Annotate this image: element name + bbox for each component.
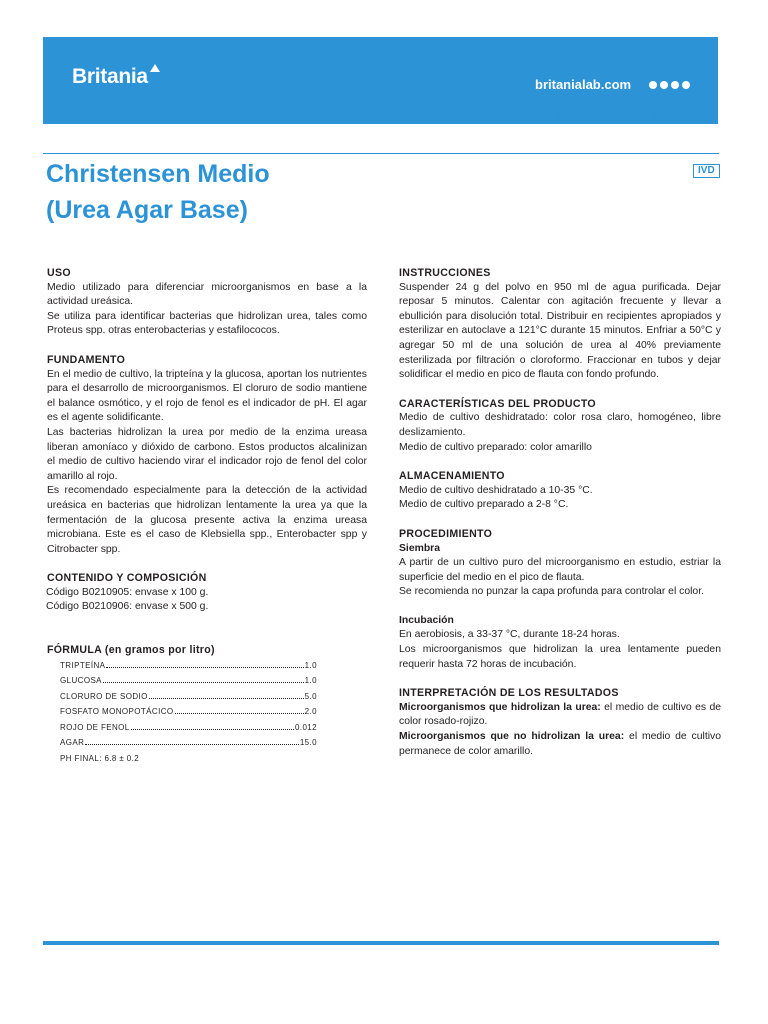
ingredient-value: 0.012 — [294, 722, 317, 732]
result-positive — [399, 701, 721, 730]
ingredient-name: GLUCOSA — [60, 676, 102, 686]
ref-code: B0210906 — [652, 110, 704, 123]
ref-label: REF — [619, 109, 649, 124]
formula-row — [60, 689, 317, 705]
formula-row — [60, 704, 317, 720]
formula-row — [60, 735, 317, 751]
formula-row — [60, 673, 317, 689]
ivd-badge: IVD — [693, 164, 720, 178]
bottom-divider — [43, 941, 719, 945]
youtube-icon[interactable] — [671, 81, 679, 89]
ref-code: B0210905 — [555, 110, 606, 123]
formula-list — [60, 658, 367, 767]
ingredient-value: 1.0 — [304, 676, 317, 686]
right-column — [399, 266, 721, 759]
section-heading: CARACTERÍSTICAS DEL PRODUCTO — [399, 397, 596, 410]
siembra-text: A partir de un cultivo puro del microorganismo en estudio, estriar la superficie del medio en el pico de flauta. — [399, 557, 721, 583]
result-label: Microorganismos que no hidrolizan la urea: — [399, 731, 625, 743]
incubacion-text: Los microorganismos que hidrolizan la urea lentamente pueden requerir hasta 72 horas de incubación. — [399, 644, 721, 670]
fundamento-text: Es recomendado especialmente para la detección de la actividad ureásica en bacterias que hidrolizan lentamente la urea ya que la fermentación de la glucosa presente activa la enzima ureasa microbiana. Este es el caso de Klebsiella spp., Enterobacter spp y Citrobacter spp. — [47, 485, 367, 555]
result-label: Microorganismos que hidrolizan la urea: — [399, 701, 601, 713]
almacenamiento-text: Medio de cultivo deshidratado a 10-35 °C. — [399, 484, 593, 496]
ingredient-name: AGAR — [60, 738, 85, 748]
linkedin-icon[interactable] — [682, 81, 690, 89]
section-heading: PROCEDIMIENTO — [399, 527, 493, 540]
ref-codes — [521, 109, 717, 124]
subheading: Siembra — [399, 542, 441, 554]
ingredient-value: 5.0 — [304, 691, 317, 701]
ref-label: REF — [521, 109, 551, 124]
siembra-text: Se recomienda no punzar la capa profunda para controlar el color. — [399, 586, 704, 598]
title-line-2: (Urea Agar Base) — [46, 196, 248, 224]
page-title — [46, 156, 270, 228]
section-heading: INTERPRETACIÓN DE LOS RESULTADOS — [399, 687, 619, 700]
ingredient-value: 2.0 — [304, 707, 317, 717]
ingredient-name: FOSFATO MONOPOTÁCICO — [60, 707, 174, 717]
logo-triangle-icon — [150, 64, 160, 72]
ph-final: PH FINAL: 6.8 ± 0.2 — [60, 753, 140, 763]
ingredient-value: 1.0 — [304, 660, 317, 670]
website-link[interactable]: britanialab.com — [535, 77, 632, 92]
social-icons — [649, 81, 690, 89]
section-heading: USO — [47, 267, 71, 279]
ingredient-value: 15.0 — [299, 738, 317, 748]
section-heading: FUNDAMENTO — [47, 353, 126, 366]
ingredient-name: CLORURO DE SODIO — [60, 691, 148, 701]
fundamento-text: En el medio de cultivo, la tripteína y la glucosa, aportan los nutrientes para el desarrollo de microorganismos. El cloruro de sodio mantiene el balance osmótico, y el rojo de fenol es el indicador de pH. El agar es el agente solidificante. — [47, 368, 367, 424]
caracteristicas-text: Medio de cultivo preparado: color amarillo — [399, 441, 592, 453]
brand-logo — [72, 65, 148, 89]
almacenamiento-text: Medio de cultivo preparado a 2-8 °C. — [399, 499, 569, 511]
ingredient-name: TRIPTEÍNA — [60, 660, 106, 670]
uso-text: Se utiliza para identificar bacterias que hidrolizan urea, tales como Proteus spp. otras enterobacterias y estafilococos. — [47, 310, 367, 337]
brand-name: Britania — [72, 65, 148, 88]
result-text: el medio de cultivo permanece de color amarillo. — [399, 731, 721, 757]
instrucciones-text: Suspender 24 g del polvo en 950 ml de agua purificada. Dejar reposar 5 minutos. Calentar con agitación frecuente y llevar a ebullición para disolución total. Distribuir en recipientes apropiados y esterilizar en autoclave a 121°C durante 15 minutos. Enfriar a 50°C y agregar 50 ml de una solución de urea al 40% previamente esterilizada por filtración o cloroformo. Fraccionar en tubos y dejar solidificar el medio en pico de flauta con fondo profundo. — [399, 281, 721, 381]
section-heading: CONTENIDO Y COMPOSICIÓN — [47, 572, 207, 585]
section-heading: INSTRUCCIONES — [399, 267, 491, 279]
product-code: Código B0210905: envase x 100 g. — [46, 586, 209, 598]
formula-row — [60, 658, 317, 674]
instagram-icon[interactable] — [660, 81, 668, 89]
top-divider — [43, 153, 719, 154]
facebook-icon[interactable] — [649, 81, 657, 89]
result-negative — [399, 730, 721, 759]
formula-row — [60, 720, 317, 736]
caracteristicas-text: Medio de cultivo deshidratado: color rosa claro, homogéneo, libre deslizamiento. — [399, 412, 721, 438]
section-heading: FÓRMULA (en gramos por litro) — [47, 644, 215, 657]
fundamento-text: Las bacterias hidrolizan la urea por medio de la enzima ureasa liberan amoníaco y dióxido de carbono. Estos productos alcalinizan el medio de cultivo haciendo virar el indicador rojo de fenol del color amarillo al rojo. — [47, 426, 367, 482]
product-code: Código B0210906: envase x 500 g. — [46, 601, 209, 613]
ingredient-name: ROJO DE FENOL — [60, 722, 130, 732]
uso-text: Medio utilizado para diferenciar microorganismos en base a la actividad ureásica. — [47, 281, 367, 308]
section-heading: ALMACENAMIENTO — [399, 470, 505, 483]
left-column — [47, 266, 367, 766]
result-text: el medio de cultivo es de color rosado-rojizo. — [399, 701, 721, 728]
incubacion-text: En aerobiosis, a 33-37 °C, durante 18-24 horas. — [399, 629, 620, 641]
subheading: Incubación — [399, 614, 454, 626]
title-line-1: Christensen Medio — [46, 160, 270, 188]
